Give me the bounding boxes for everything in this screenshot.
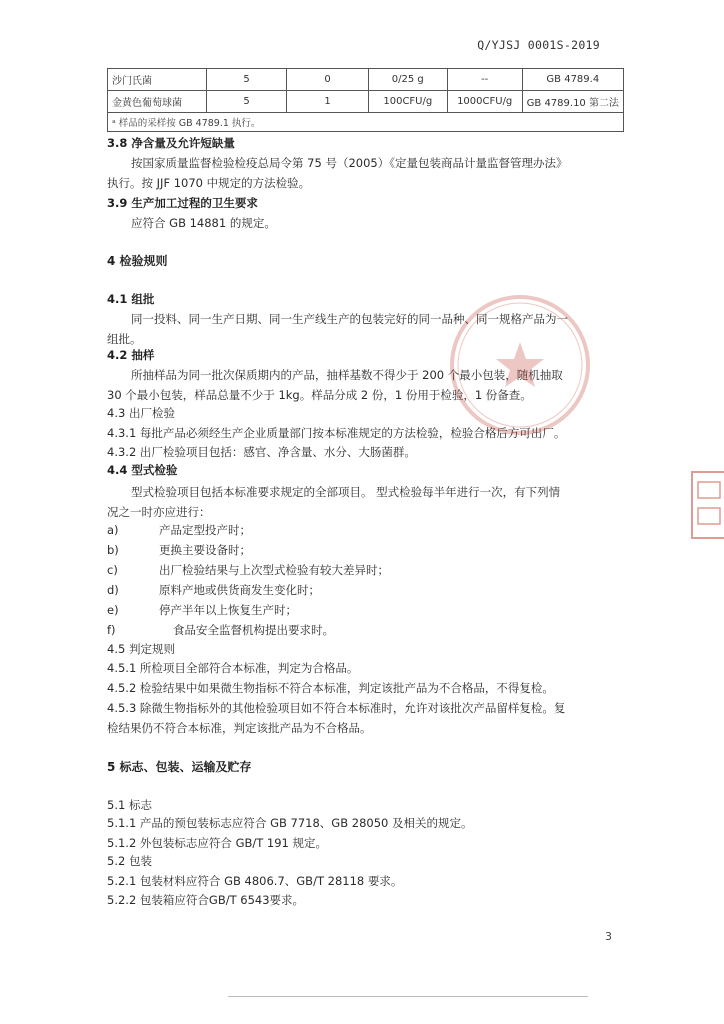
- paragraph-4-4-line2: 况之一时亦应进行：: [107, 505, 211, 519]
- chapter-5-title: 5 标志、包装、运输及贮存: [107, 760, 252, 774]
- list-item-label: a): [107, 523, 119, 537]
- paragraph-5-2-1: 5.2.1 包装材料应符合 GB 4806.7、GB/T 28118 要求。: [107, 874, 403, 888]
- paragraph-4-1-line2: 组批。: [107, 332, 142, 346]
- table-cell-item: 沙门氏菌: [108, 69, 207, 91]
- bottom-rule: [228, 996, 588, 997]
- microbial-limits-table: [107, 68, 624, 132]
- edge-stamp-icon: [690, 470, 724, 540]
- table-cell-n: 5: [206, 69, 287, 91]
- chapter-4-title: 4 检验规则: [107, 254, 168, 268]
- heading-4-4: 4.4 型式检验: [107, 463, 178, 477]
- paragraph-4-2-line2: 30 个最小包装，样品总量不少于 1kg。样品分成 2 份，1 份用于检验，1 份备查。: [107, 388, 532, 402]
- table-cell-m: 100CFU/g: [368, 91, 447, 113]
- table-cell-M: --: [447, 69, 522, 91]
- heading-3-8: 3.8 净含量及允许短缺量: [107, 136, 235, 150]
- table-cell-c: 0: [287, 69, 369, 91]
- list-item-label: e): [107, 603, 119, 617]
- table-row: [108, 91, 624, 113]
- table-cell-m: 0/25 g: [368, 69, 447, 91]
- heading-4-5: 4.5 判定规则: [107, 642, 175, 656]
- table-cell-method: GB 4789.10 第二法: [522, 91, 623, 113]
- heading-4-3: 4.3 出厂检验: [107, 406, 175, 420]
- paragraph-4-5-1: 4.5.1 所检项目全部符合本标准，判定为合格品。: [107, 661, 359, 675]
- paragraph-4-3-1: 4.3.1 每批产品必须经生产企业质量部门按本标准规定的方法检验，检验合格后方可出厂。: [107, 426, 566, 440]
- paragraph-5-1-1: 5.1.1 产品的预包装标志应符合 GB 7718、GB 28050 及相关的规定。: [107, 816, 473, 830]
- paragraph-4-1-line1: 同一投料、同一生产日期、同一生产线生产的包装完好的同一品种、同一规格产品为一: [131, 312, 568, 326]
- table-cell-item: 金黄色葡萄球菌: [108, 91, 207, 113]
- paragraph-4-4-line1: 型式检验项目包括本标准要求规定的全部项目。 型式检验每半年进行一次，有下列情: [131, 485, 561, 499]
- table-cell-M: 1000CFU/g: [447, 91, 522, 113]
- heading-5-1: 5.1 标志: [107, 798, 152, 812]
- list-item-label: f): [107, 623, 116, 637]
- list-item-text: 产品定型投产时；: [159, 523, 251, 537]
- list-item-label: d): [107, 583, 119, 597]
- paragraph-5-2-2: 5.2.2 包装箱应符合GB/T 6543要求。: [107, 893, 305, 907]
- paragraph-5-1-2: 5.1.2 外包装标志应符合 GB/T 191 规定。: [107, 836, 328, 850]
- list-item-text: 出厂检验结果与上次型式检验有较大差异时；: [159, 563, 389, 577]
- list-item-text: 停产半年以上恢复生产时；: [159, 603, 297, 617]
- list-item-text: 原料产地或供货商发生变化时；: [159, 583, 320, 597]
- paragraph-4-2-line1: 所抽样品为同一批次保质期内的产品，抽样基数不得少于 200 个最小包装，随机抽取: [131, 368, 563, 382]
- table-cell-c: 1: [287, 91, 369, 113]
- paragraph-3-8-line2: 执行。按 JJF 1070 中规定的方法检验。: [107, 176, 311, 190]
- table-note: ᵃ 样品的采样按 GB 4789.1 执行。: [108, 113, 624, 132]
- paragraph-4-5-3-line1: 4.5.3 除微生物指标外的其他检验项目如不符合本标准时，允许对该批次产品留样复检。复: [107, 701, 566, 715]
- paragraph-3-8-line1: 按国家质量监督检验检疫总局令第 75 号（2005）《定量包装商品计量监督管理办法》: [131, 156, 568, 170]
- paragraph-4-5-3-line2: 检结果仍不符合本标准，判定该批产品为不合格品。: [107, 721, 372, 735]
- table-note-row: [108, 113, 624, 132]
- list-item-text: 更换主要设备时；: [159, 543, 251, 557]
- list-item-label: b): [107, 543, 119, 557]
- table-cell-n: 5: [206, 91, 287, 113]
- heading-4-1: 4.1 组批: [107, 292, 155, 306]
- heading-4-2: 4.2 抽样: [107, 348, 155, 362]
- heading-5-2: 5.2 包装: [107, 854, 152, 868]
- heading-3-9: 3.9 生产加工过程的卫生要求: [107, 196, 258, 210]
- list-item-label: c): [107, 563, 118, 577]
- table-row: [108, 69, 624, 91]
- paragraph-3-9: 应符合 GB 14881 的规定。: [131, 216, 276, 230]
- page-number: 3: [605, 930, 612, 943]
- list-item-text: 食品安全监督机构提出要求时。: [173, 623, 334, 637]
- document-number: Q/YJSJ 0001S-2019: [477, 38, 600, 52]
- paragraph-4-5-2: 4.5.2 检验结果中如果微生物指标不符合本标准，判定该批产品为不合格品，不得复检。: [107, 681, 554, 695]
- paragraph-4-3-2: 4.3.2 出厂检验项目包括：感官、净含量、水分、大肠菌群。: [107, 445, 416, 459]
- table-cell-method: GB 4789.4: [522, 69, 623, 91]
- company-seal-icon: [445, 290, 595, 440]
